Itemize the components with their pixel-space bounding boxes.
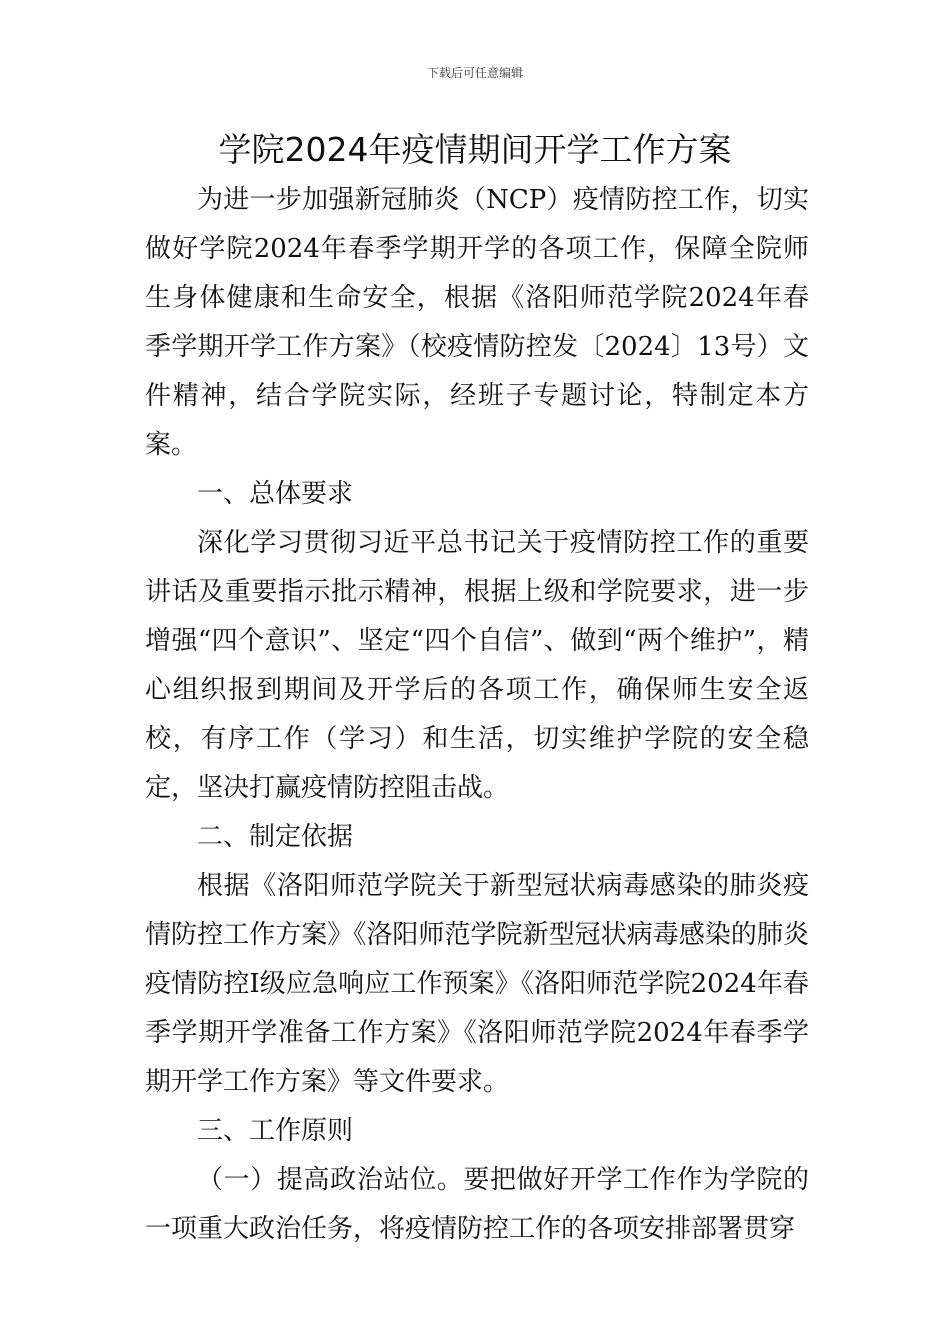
intro-paragraph: 为进一步加强新冠肺炎（NCP）疫情防控工作，切实做好学院2024年春季学期开学的各项工作，保障全院师生身体健康和生命安全，根据《洛阳师范学院2024年春季学期开学工作方案》（校疫情防控发〔2024〕13号）文件精神，结合学院实际，经班子专题讨论，特制定本方案。 (145, 185, 809, 460)
header-note: 下载后可任意编辑 (426, 66, 523, 80)
general-requirements-paragraph: 深化学习贯彻习近平总书记关于疫情防控工作的重要讲话及重要指示批示精神，根据上级和学院要求，进一步增强“四个意识”、坚定“四个自信”、做到“两个维护”，精心组织报到期间及开学后的各项工作，确保师生安全返校，有序工作（学习）和生活，切实维护学院的安全稳定，坚决打赢疫情防控阻击战。 (145, 528, 809, 803)
principle-1-paragraph: （一）提高政治站位。要把做好开学工作作为学院的一项重大政治任务，将疫情防控工作的各项安排部署贯穿 (145, 1165, 809, 1244)
document-body (145, 176, 809, 1254)
document-title: 学院2024年疫情期间开学工作方案 (218, 130, 732, 169)
section-heading-general-requirements: 一、总体要求 (197, 479, 354, 509)
section-heading-basis: 二、制定依据 (197, 822, 354, 852)
basis-paragraph: 根据《洛阳师范学院关于新型冠状病毒感染的肺炎疫情防控工作方案》《洛阳师范学院新型冠状病毒感染的肺炎疫情防控Ⅰ级应急响应工作预案》《洛阳师范学院2024年春季学期开学准备工作方案》《洛阳师范学院2024年春季学期开学工作方案》等文件要求。 (145, 871, 809, 1097)
section-heading-principles: 三、工作原则 (197, 1116, 354, 1146)
